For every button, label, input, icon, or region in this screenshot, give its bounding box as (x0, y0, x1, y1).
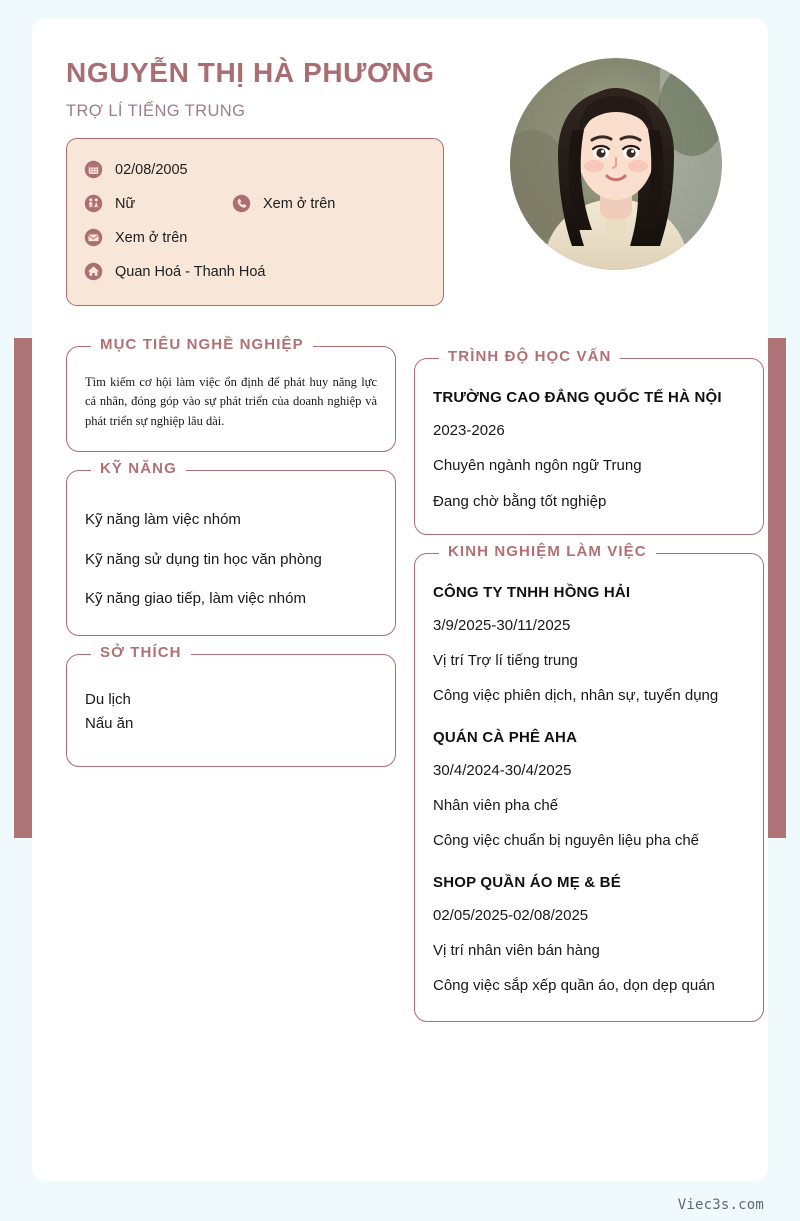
contact-phone-value: Xem ở trên (263, 195, 336, 212)
avatar (510, 58, 722, 270)
contact-email (83, 227, 187, 248)
contact-address (83, 261, 265, 282)
section-education (414, 348, 764, 535)
section-objective (66, 336, 396, 452)
section-title-objective: MỤC TIÊU NGHỀ NGHIỆP (91, 336, 313, 353)
list-item: Kỹ năng sử dụng tin học văn phòng (85, 550, 322, 568)
section-title-education: TRÌNH ĐỘ HỌC VẤN (439, 348, 620, 365)
section-title-hobbies: SỞ THÍCH (91, 644, 191, 661)
contact-row-birthday (83, 153, 427, 187)
education-status: Đang chờ bằng tốt nghiệp (433, 492, 607, 510)
contact-birthday (83, 159, 188, 180)
section-skills (66, 460, 396, 636)
education-entry (433, 389, 745, 512)
calendar-icon (83, 159, 104, 180)
page-title: NGUYỄN THỊ HÀ PHƯƠNG (66, 57, 435, 88)
right-column (414, 348, 764, 1040)
phone-icon (231, 193, 252, 214)
experience-duties: Công việc chuẩn bị nguyên liệu pha chế (433, 832, 700, 850)
contact-gender-value: Nữ (115, 195, 136, 212)
education-period: 2023-2026 (433, 422, 505, 439)
section-title-skills: KỸ NĂNG (91, 460, 186, 477)
experience-duties: Công việc sắp xếp quần áo, dọn dẹp quán (433, 977, 715, 995)
list-item: Nấu ăn (85, 715, 134, 733)
job-title: TRỢ LÍ TIẾNG TRUNG (66, 101, 246, 120)
experience-position: Nhân viên pha chế (433, 797, 559, 815)
experience-period: 02/05/2025-02/08/2025 (433, 906, 589, 924)
left-column (66, 336, 396, 785)
skills-list (85, 509, 377, 611)
section-hobbies (66, 643, 396, 767)
contact-address-value: Quan Hoá - Thanh Hoá (115, 263, 266, 280)
list-item: Kỹ năng giao tiếp, làm việc nhóm (85, 590, 306, 608)
experience-position: Vị trí Trợ lí tiếng trung (433, 652, 578, 670)
contact-row-email (83, 221, 427, 255)
decorative-left-bar (14, 338, 34, 838)
section-experience (414, 542, 764, 1022)
contact-row-address (83, 255, 427, 289)
list-item: Du lịch (85, 690, 131, 708)
cv-header (66, 58, 744, 328)
experience-entry (433, 729, 745, 852)
contact-email-value: Xem ở trên (115, 229, 188, 246)
watermark: Viec3s.com (677, 1197, 764, 1213)
experience-period: 30/4/2024-30/4/2025 (433, 761, 572, 779)
home-icon (83, 261, 104, 282)
decorative-right-bar (766, 338, 786, 838)
contact-row-gender-phone (83, 187, 427, 221)
envelope-icon (83, 227, 104, 248)
contact-info-box (66, 138, 444, 306)
experience-company: CÔNG TY TNHH HỒNG HẢI (433, 583, 631, 601)
education-major: Chuyên ngành ngôn ngữ Trung (433, 457, 642, 475)
cv-page (32, 18, 768, 1181)
experience-period: 3/9/2025-30/11/2025 (433, 616, 571, 634)
contact-phone (231, 193, 335, 214)
hobbies-list (85, 689, 377, 736)
experience-company: SHOP QUẦN ÁO MẸ & BÉ (433, 873, 621, 891)
contact-gender (83, 193, 231, 214)
list-item: Kỹ năng làm việc nhóm (85, 511, 241, 529)
experience-entry (433, 584, 745, 707)
education-school: TRƯỜNG CAO ĐẲNG QUỐC TẾ HÀ NỘI (433, 389, 722, 406)
experience-entry (433, 874, 745, 997)
section-title-experience: KINH NGHIỆM LÀM VIỆC (439, 543, 656, 560)
experience-duties: Công việc phiên dịch, nhân sự, tuyển dụng (433, 687, 719, 705)
objective-body: Tìm kiếm cơ hội làm việc ổn định để phát huy năng lực cá nhân, đóng góp vào sự phát triển của doanh nghiệp và phát triển sự nghiệp lâu dài. (85, 375, 377, 428)
contact-birthday-value: 02/08/2005 (115, 161, 188, 178)
experience-company: QUÁN CÀ PHÊ AHA (433, 728, 578, 746)
experience-position: Vị trí nhân viên bán hàng (433, 941, 600, 959)
gender-icon (83, 193, 104, 214)
